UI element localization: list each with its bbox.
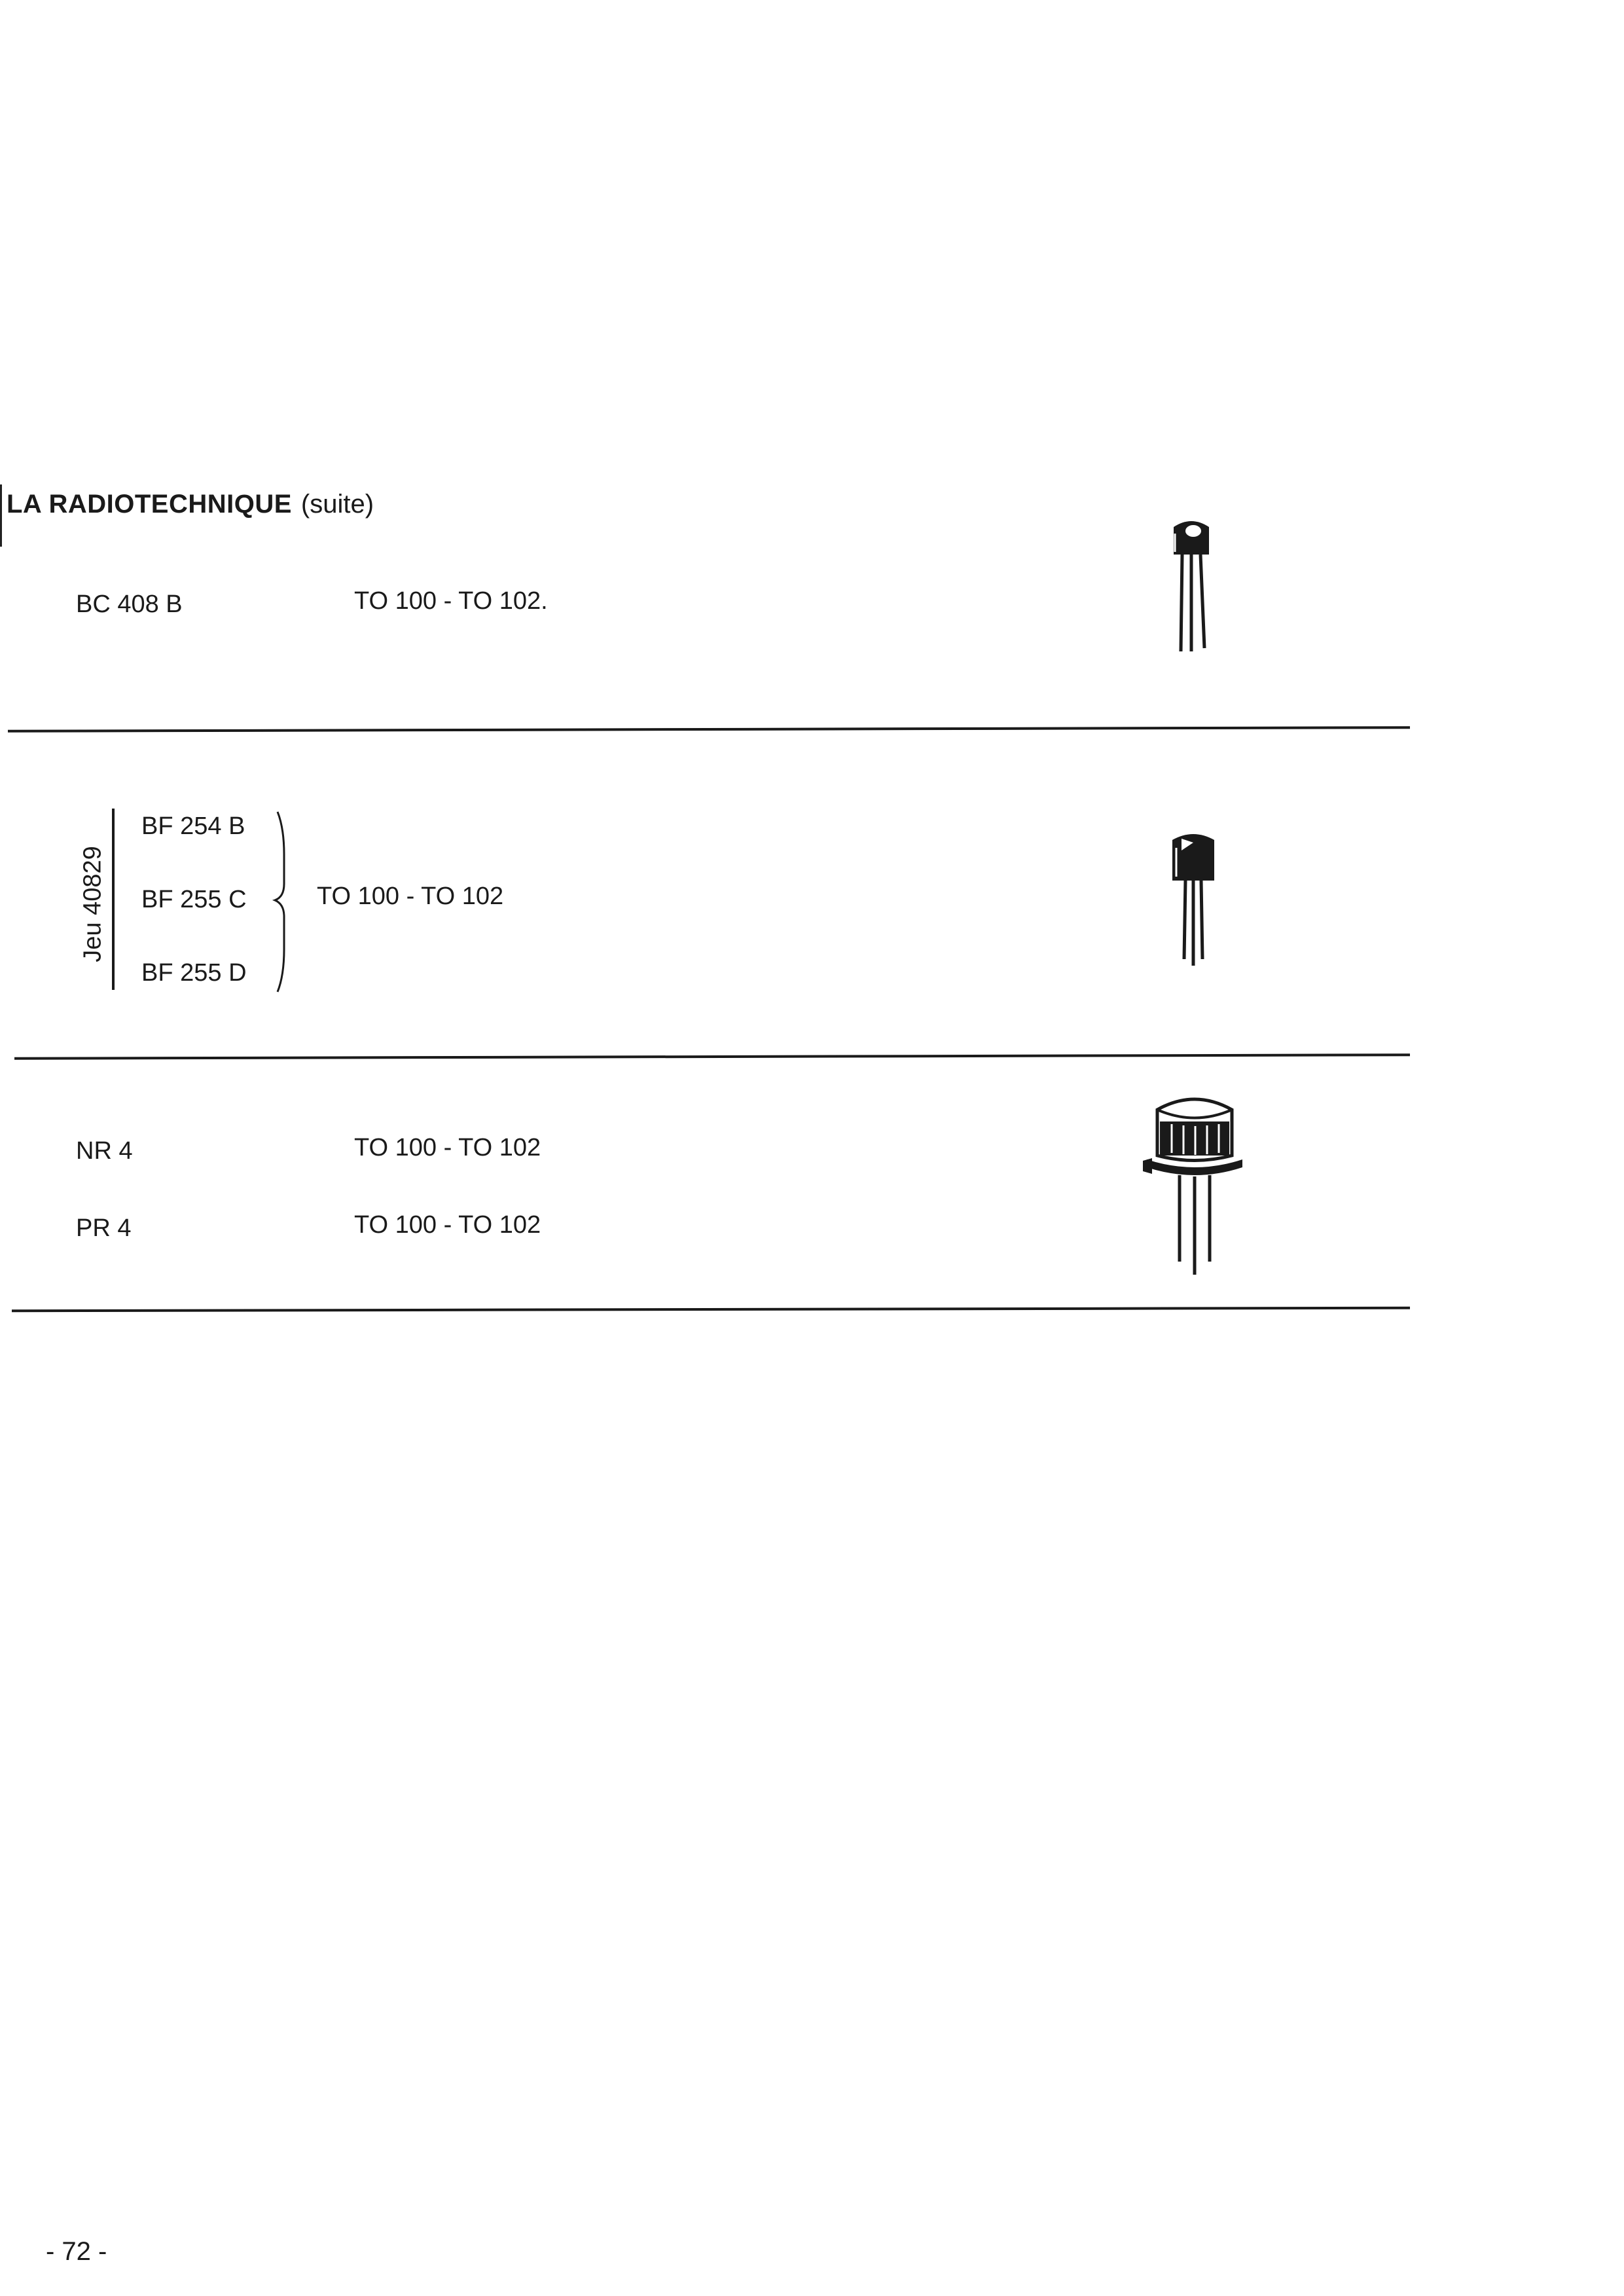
manufacturer-title: LA RADIOTECHNIQUE <box>7 490 292 519</box>
section-divider <box>14 1053 1410 1060</box>
group-label-jeu-40829: Jeu 40829 <box>79 846 107 962</box>
package-label-nr4: TO 100 - TO 102 <box>354 1134 541 1161</box>
package-label-pr4: TO 100 - TO 102 <box>354 1211 541 1239</box>
section-divider <box>12 1307 1410 1312</box>
section-heading <box>7 490 374 519</box>
curly-brace <box>270 809 296 995</box>
to18-metal-can-transistor-icon <box>1139 1090 1250 1277</box>
part-type-bf255d: BF 255 D <box>141 959 247 987</box>
group-bracket-line <box>112 809 115 990</box>
part-type-bf254b: BF 254 B <box>141 812 245 840</box>
part-type-bf255c: BF 255 C <box>141 886 247 913</box>
page-number: - 72 - <box>46 2237 107 2266</box>
part-type-pr4: PR 4 <box>76 1214 132 1242</box>
title-suffix: (suite) <box>300 490 374 519</box>
part-type-bc408b: BC 408 B <box>76 591 183 618</box>
to92-transistor-icon <box>1167 828 1219 969</box>
part-type-nr4: NR 4 <box>76 1137 133 1165</box>
margin-mark <box>0 484 2 547</box>
package-label-bc408b: TO 100 - TO 102. <box>354 587 548 615</box>
to92-transistor-icon <box>1162 514 1221 655</box>
package-label-bf255-group: TO 100 - TO 102 <box>317 883 504 910</box>
section-divider <box>8 726 1410 733</box>
